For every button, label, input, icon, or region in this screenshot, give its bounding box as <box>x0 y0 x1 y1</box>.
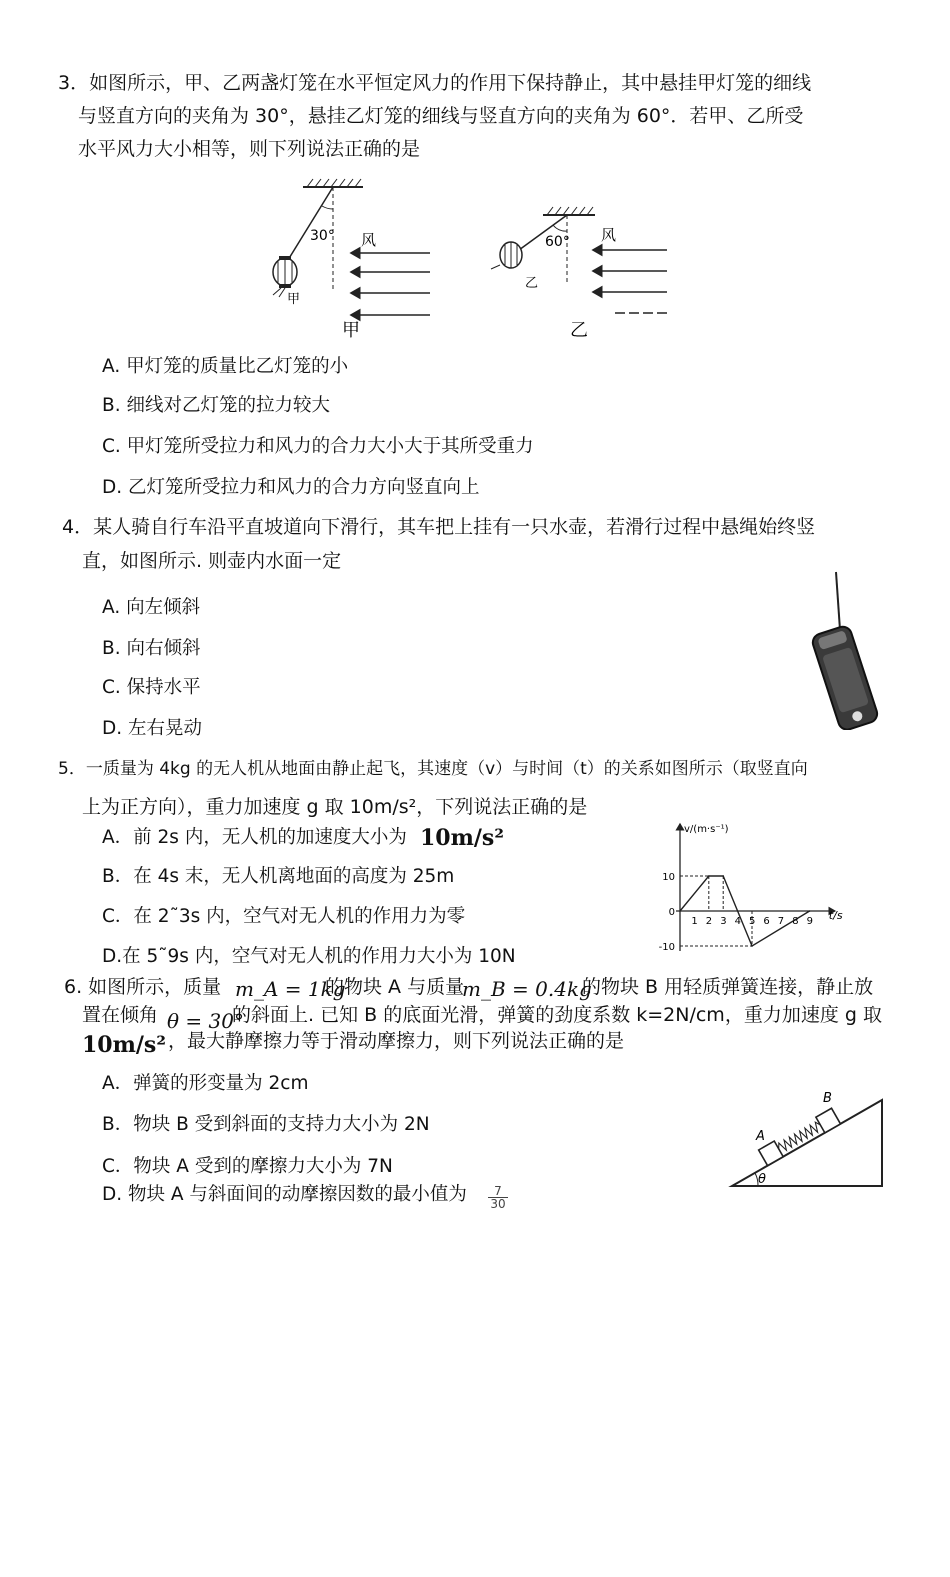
q6-mass-b: m_B = 0.4kg <box>462 977 592 1001</box>
x-tick-label: 6 <box>763 916 770 927</box>
incline-figure <box>728 1086 888 1192</box>
x-tick-label: 5 <box>749 916 756 927</box>
q5-text-line2: 上为正方向），重力加速度 g 取 10m/s²，下列说法正确的是 <box>82 796 588 818</box>
caption-yi: 乙 <box>570 320 588 341</box>
block-a-label: A <box>756 1129 765 1144</box>
jia-angle-arc <box>322 206 333 209</box>
q6-g-value: 10m/s² <box>82 1032 166 1058</box>
q4-option-d[interactable]: D. 左右晃动 <box>102 718 203 739</box>
jia-wind-label: 风 <box>361 231 377 249</box>
y-tick-label: 10 <box>662 872 675 883</box>
q3-text-line1: 3．如图所示，甲、乙两盏灯笼在水平恒定风力的作用下保持静止，其中悬挂甲灯笼的细线 <box>58 72 812 94</box>
q6-option-c[interactable]: C．物块 A 受到的摩擦力大小为 7N <box>102 1156 393 1177</box>
q4-option-b[interactable]: B. 向右倾斜 <box>102 638 201 659</box>
q4-option-c[interactable]: C. 保持水平 <box>102 677 201 698</box>
q5-option-a[interactable]: A．前 2s 内，无人机的加速度大小为 <box>102 827 407 848</box>
q3-text-line3: 水平风力大小相等，则下列说法正确的是 <box>78 138 421 160</box>
v-t-chart <box>650 818 850 968</box>
q5-option-c[interactable]: C．在 2˜3s 内，空气对无人机的作用力为零 <box>102 906 466 927</box>
x-tick-label: 2 <box>705 916 713 927</box>
q4-text-line1: 4．某人骑自行车沿平直坡道向下滑行，其车把上挂有一只水壶，若滑行过程中悬绳始终竖 <box>62 516 816 538</box>
q6-fraction-den: 30 <box>490 1197 506 1211</box>
yi-wind-arrows <box>593 250 667 313</box>
x-axis-label: t/s <box>828 909 843 922</box>
q4-option-a[interactable]: A. 向左倾斜 <box>102 597 201 618</box>
q5-option-b[interactable]: B．在 4s 末，无人机离地面的高度为 25m <box>102 866 455 887</box>
q6-text-line1c: 的物块 B 用轻质弹簧连接，静止放 <box>582 976 874 998</box>
q3-option-b[interactable]: B. 细线对乙灯笼的拉力较大 <box>102 395 330 416</box>
yi-angle-label: 60° <box>545 234 570 250</box>
q6-fraction-num: 7 <box>488 1185 508 1198</box>
jia-string <box>288 187 333 260</box>
x-tick-label: 4 <box>734 916 741 927</box>
block-b-label: B <box>823 1091 832 1106</box>
x-tick-label: 9 <box>806 916 813 927</box>
q6-text-line2b: 的斜面上. 已知 B 的底面光滑，弹簧的劲度系数 k=2N/cm，重力加速度 g 取 <box>232 1004 882 1026</box>
q3-option-d[interactable]: D. 乙灯笼所受拉力和风力的合力方向竖直向上 <box>102 477 480 498</box>
q6-option-a[interactable]: A．弹簧的形变量为 2cm <box>102 1073 309 1094</box>
q6-theta: θ = 30° <box>167 1009 244 1033</box>
q5-option-d[interactable]: D.在 5˜9s 内，空气对无人机的作用力大小为 10N <box>102 946 516 967</box>
kettle-figure <box>800 570 890 730</box>
y-axis-label: v/(m·s⁻¹) <box>684 824 729 835</box>
x-tick-label: 1 <box>691 916 698 927</box>
q6-text-line1b: 的物块 A 与质量 <box>325 976 465 998</box>
caption-jia: 甲 <box>342 320 360 341</box>
chart-axes <box>676 824 843 951</box>
jia-wind-arrows <box>351 253 430 315</box>
q6-mass-a: m_A = 1kg <box>235 977 346 1001</box>
data-point <box>751 945 753 947</box>
chart-ticks <box>659 872 813 953</box>
q6-text-line1a: 6. 如图所示，质量 <box>64 976 222 998</box>
jia-ceiling <box>303 179 363 187</box>
x-tick-label: 7 <box>777 916 785 927</box>
data-point <box>708 875 710 877</box>
jia-angle-label: 30° <box>310 228 335 244</box>
q3-text-line2: 与竖直方向的夹角为 30°，悬挂乙灯笼的细线与竖直方向的夹角为 60°．若甲、乙所受 <box>78 105 804 127</box>
data-point <box>809 910 811 912</box>
q6-text-line2a: 置在倾角 <box>82 1004 159 1026</box>
q3-figure <box>255 175 695 345</box>
q5-option-a-math: 10m/s² <box>420 825 504 851</box>
data-point <box>722 875 724 877</box>
x-tick-label: 8 <box>792 916 799 927</box>
y-tick-label: -10 <box>658 942 675 953</box>
jia-small-label: 甲 <box>287 292 301 307</box>
yi-small-label: 乙 <box>525 276 539 291</box>
yi-ceiling <box>543 207 595 215</box>
q6-text-line3: ，最大静摩擦力等于滑动摩擦力，则下列说法正确的是 <box>168 1030 625 1052</box>
yi-wind-label: 风 <box>601 226 617 244</box>
q3-option-c[interactable]: C. 甲灯笼所受拉力和风力的合力大小大于其所受重力 <box>102 436 534 457</box>
q6-fraction <box>488 1185 508 1210</box>
jia-lantern-icon <box>273 256 297 297</box>
q5-text-line1: 5．一质量为 4kg 的无人机从地面由静止起飞，其速度（v）与时间（t）的关系如图所示（取竖直向 <box>58 759 808 779</box>
yi-lantern-icon <box>491 242 522 269</box>
incline-triangle <box>732 1100 882 1186</box>
data-point <box>679 910 681 912</box>
q6-option-b[interactable]: B．物块 B 受到斜面的支持力大小为 2N <box>102 1114 430 1135</box>
y-tick-label: 0 <box>668 907 675 918</box>
q3-option-a[interactable]: A. 甲灯笼的质量比乙灯笼的小 <box>102 356 349 377</box>
q6-option-d[interactable]: D. 物块 A 与斜面间的动摩擦因数的最小值为 <box>102 1184 467 1205</box>
x-tick-label: 3 <box>720 916 727 927</box>
q4-text-line2: 直，如图所示. 则壶内水面一定 <box>82 550 342 572</box>
yi-angle-arc <box>553 225 567 231</box>
incline-theta-label: θ <box>758 1172 766 1187</box>
